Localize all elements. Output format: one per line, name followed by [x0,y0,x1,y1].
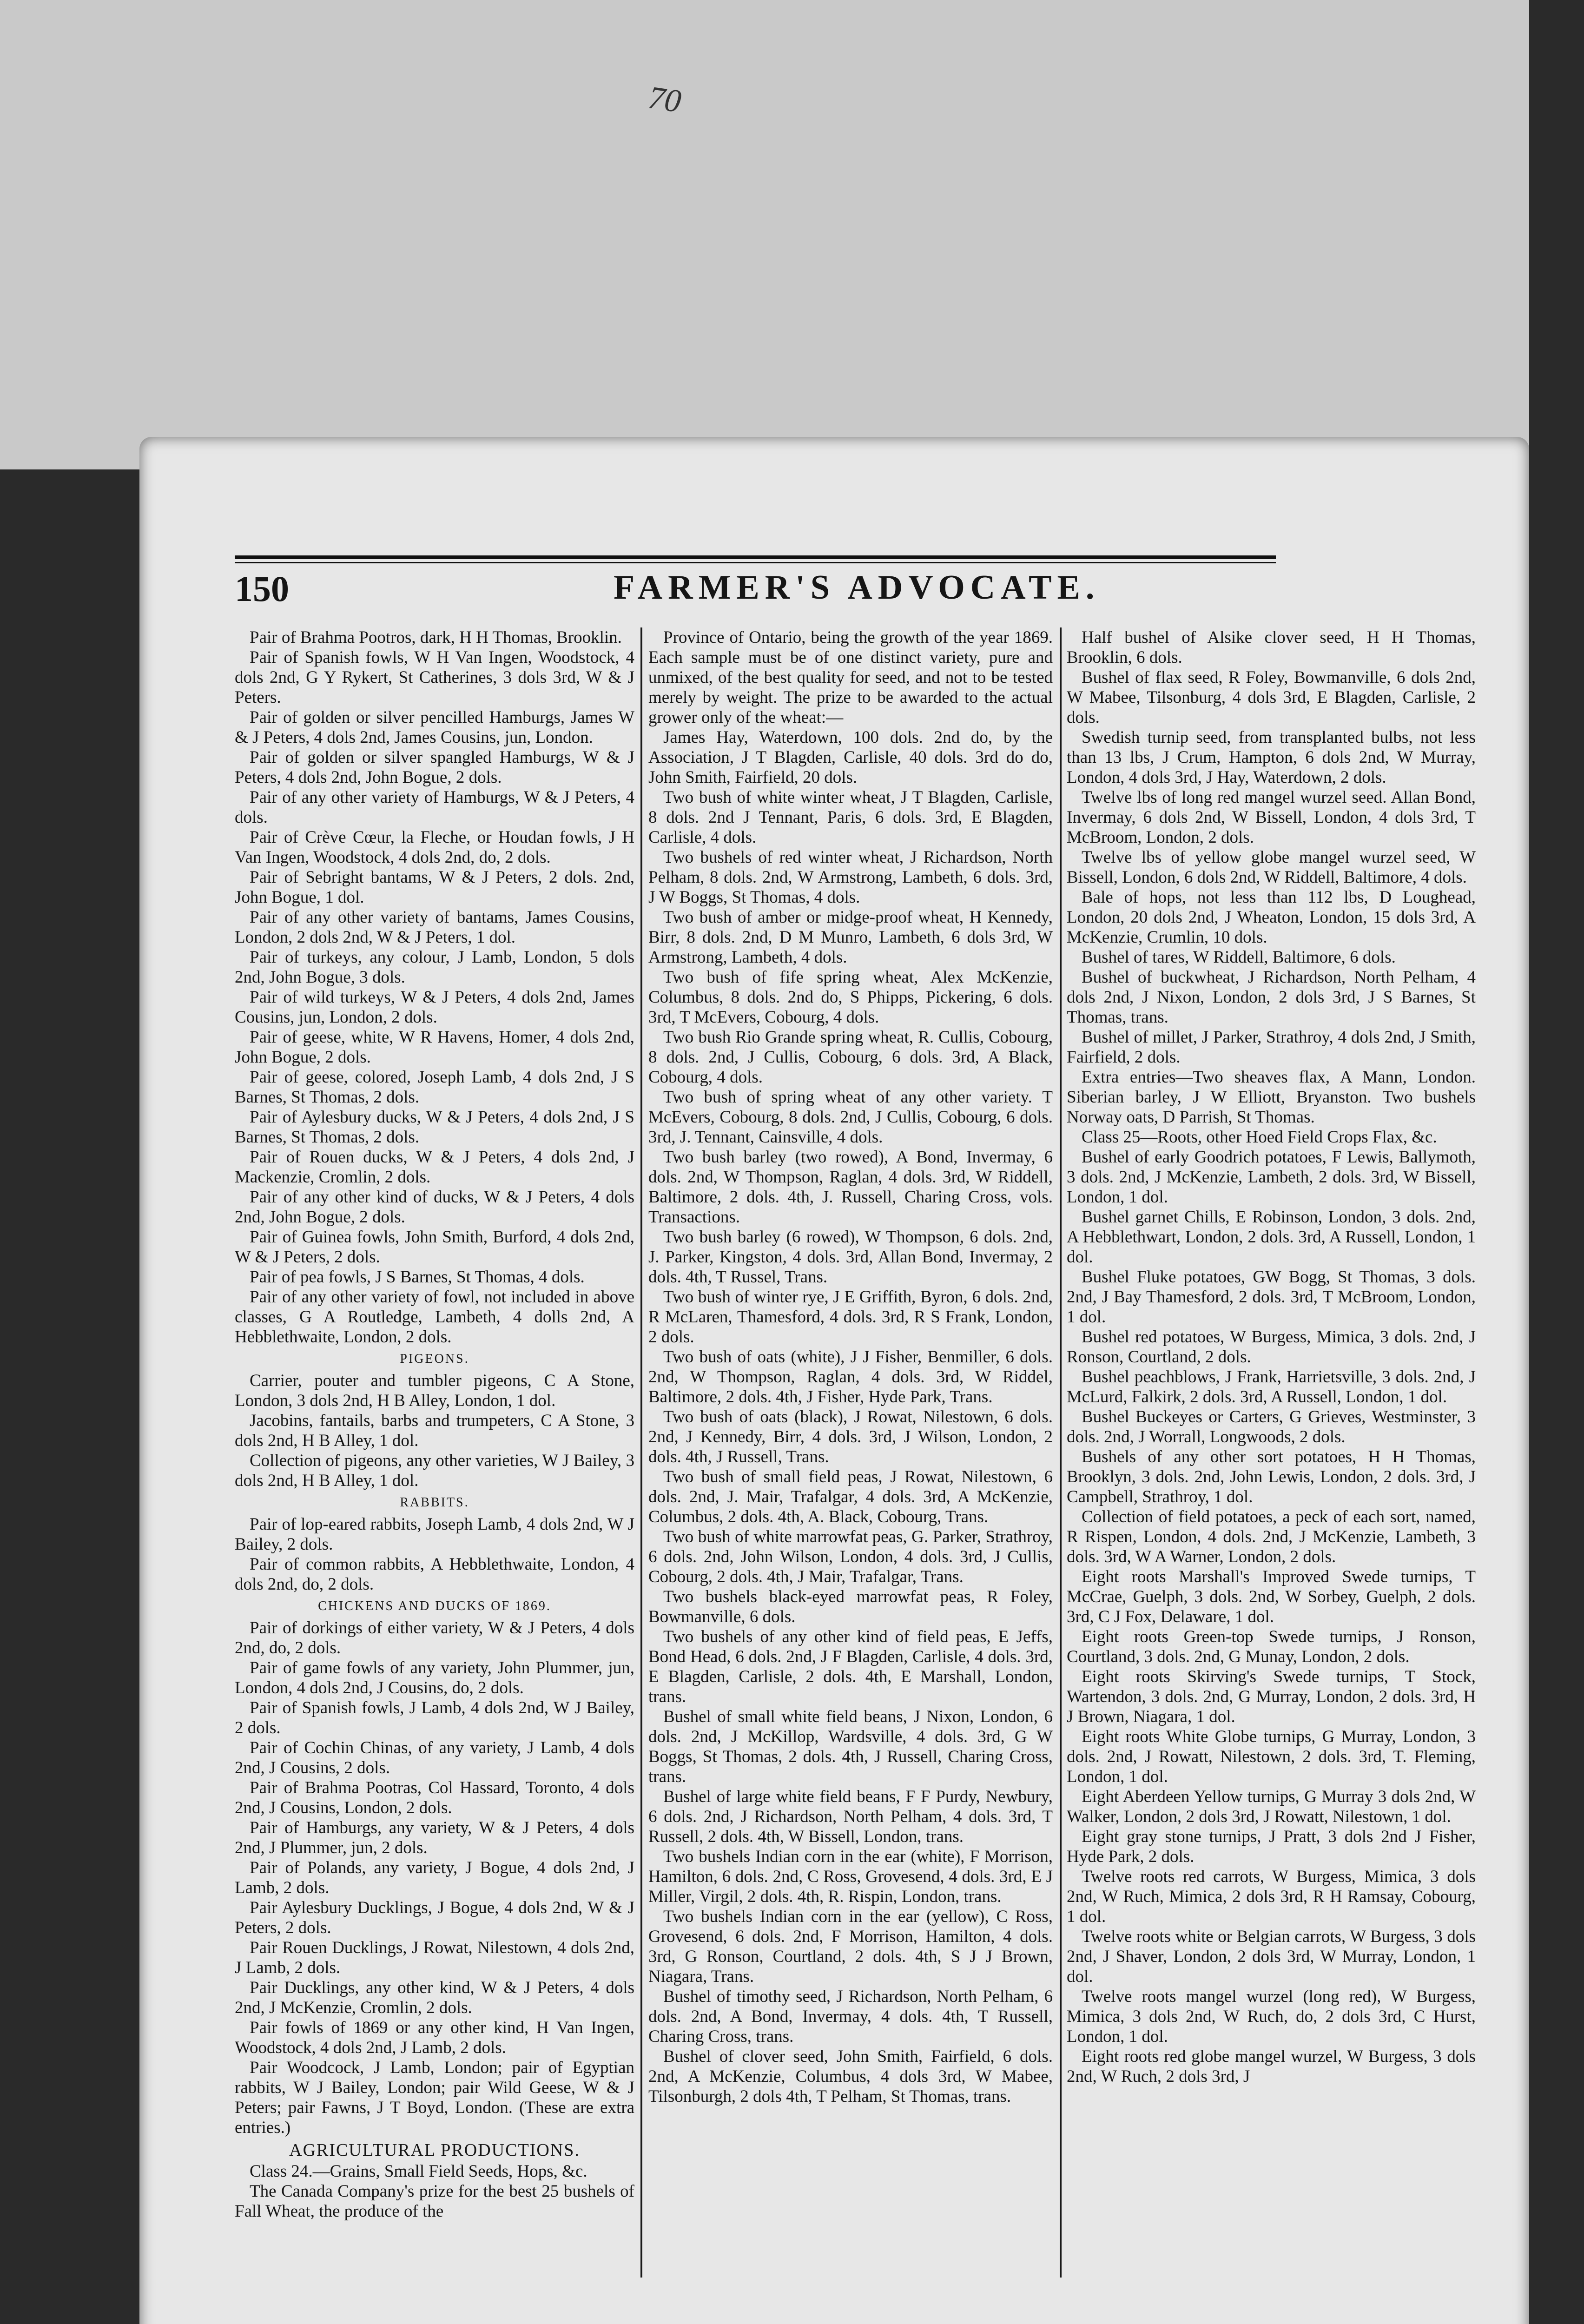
document-page [139,437,1529,2324]
text-column-3 [1067,627,1476,2324]
prize-entry: Twelve lbs of long red mangel wurzel seed. Allan Bond, Invermay, 6 dols 2nd, W Bissell, London, 4 dols 3rd, T McBroom, London, 2 dols. [1067,788,1476,847]
prize-entry: Two bush of oats (black), J Rowat, Nilestown, 6 dols. 2nd, J Kennedy, Birr, 4 dols. 3rd, J Wilson, London, 2 dols. 4th, J Russell, Trans. [648,1407,1053,1466]
prize-entry: Pair of Aylesbury ducks, W & J Peters, 4 dols 2nd, J S Barnes, St Thomas, 2 dols. [235,1108,634,1147]
prize-entry: Jacobins, fantails, barbs and trumpeters, C A Stone, 3 dols 2nd, H B Alley, 1 dol. [235,1411,634,1450]
section-heading: CHICKENS AND DUCKS OF 1869. [318,1599,551,1613]
prize-entry: Province of Ontario, being the growth of the year 1869. Each sample must be of one distinct variety, pure and unmixed, of the best quality for seed, and not to be tested merely by weight. The prize to be awarded to the actual grower only of the wheat:— [648,628,1053,727]
prize-entry: Bushel Buckeyes or Carters, G Grieves, Westminster, 3 dols. 2nd, J Worrall, Longwoods, 2 dols. [1067,1407,1476,1446]
prize-entry: Pair of Spanish fowls, W H Van Ingen, Woodstock, 4 dols 2nd, G Y Rykert, St Catherines, 3 dols 3rd, W & J Peters. [235,648,634,707]
prize-entry: Carrier, pouter and tumbler pigeons, C A Stone, London, 3 dols 2nd, H B Alley, London, 1 dol. [235,1371,634,1410]
prize-entry: Pair Rouen Ducklings, J Rowat, Nilestown, 4 dols 2nd, J Lamb, 2 dols. [235,1938,634,1977]
prize-entry: Pair Aylesbury Ducklings, J Bogue, 4 dols 2nd, W & J Peters, 2 dols. [235,1898,634,1937]
prize-entry: Twelve roots mangel wurzel (long red), W Burgess, Mimica, 3 dols 2nd, W Ruch, do, 2 dols 3rd, C Hurst, London, 1 dol. [1067,1987,1476,2046]
text-column-1 [235,627,634,2324]
prize-entry: Bushels of any other sort potatoes, H H Thomas, Brooklyn, 3 dols. 2nd, John Lewis, London, 2 dols. 3rd, J Campbell, Strathroy, 1 dol. [1067,1447,1476,1506]
prize-entry: Eight roots Skirving's Swede turnips, T Stock, Wartendon, 3 dols. 2nd, G Murray, London, 2 dols. 3rd, H J Brown, Niagara, 1 dol. [1067,1667,1476,1726]
prize-entry: Two bush of oats (white), J J Fisher, Benmiller, 6 dols. 2nd, W Thompson, Raglan, 4 dols. 3rd, W Riddel, Baltimore, 2 dols. 4th, J Fisher, Hyde Park, Trans. [648,1347,1053,1406]
prize-entry: Two bush barley (two rowed), A Bond, Invermay, 6 dols. 2nd, W Thompson, Raglan, 4 dols. 3rd, W Riddell, Baltimore, 2 dols. 4th, J. Russell, Charing Cross, vols. Transactions. [648,1148,1053,1227]
prize-entry: Eight roots Green-top Swede turnips, J Ronson, Courtland, 3 dols. 2nd, G Munay, London, 2 dols. [1067,1627,1476,1666]
prize-entry: Two bushels black-eyed marrowfat peas, R Foley, Bowmanville, 6 dols. [648,1587,1053,1626]
prize-entry: Pair of common rabbits, A Hebblethwaite, London, 4 dols 2nd, do, 2 dols. [235,1555,634,1594]
prize-entry: Bushel of timothy seed, J Richardson, North Pelham, 6 dols. 2nd, A Bond, Invermay, 4 dols. 4th, T Russell, Charing Cross, trans. [648,1987,1053,2046]
prize-entry: Class 24.—Grains, Small Field Seeds, Hops, &c. [250,2162,587,2181]
prize-entry: Pair of Spanish fowls, J Lamb, 4 dols 2nd, W J Bailey, 2 dols. [235,1698,634,1737]
prize-entry: Pair of Sebright bantams, W & J Peters, 2 dols. 2nd, John Bogue, 1 dol. [235,868,634,907]
prize-entry: Pair of lop-eared rabbits, Joseph Lamb, 4 dols 2nd, W J Bailey, 2 dols. [235,1515,634,1554]
prize-entry: Two bush of fife spring wheat, Alex McKenzie, Columbus, 8 dols. 2nd do, S Phipps, Pickering, 6 dols. 3rd, T McEvers, Cobourg, 4 dols. [648,968,1053,1027]
prize-entry: Pair of any other kind of ducks, W & J Peters, 4 dols 2nd, John Bogue, 2 dols. [235,1188,634,1227]
prize-entry: Bale of hops, not less than 112 lbs, D Loughead, London, 20 dols 2nd, J Wheaton, London, 15 dols 3rd, A McKenzie, Crumlin, 10 dols. [1067,888,1476,947]
prize-entry: Pair of game fowls of any variety, John Plummer, jun, London, 4 dols 2nd, J Cousins, do, 2 dols. [235,1658,634,1697]
prize-entry: Pair of any other variety of fowl, not included in above classes, G A Routledge, Lambeth, 4 dolls 2nd, A Hebblethwaite, London, 2 dols. [235,1287,634,1347]
prize-entry: Pair fowls of 1869 or any other kind, H Van Ingen, Woodstock, 4 dols 2nd, J Lamb, 2 dols. [235,2018,634,2057]
prize-entry: James Hay, Waterdown, 100 dols. 2nd do, by the Association, J T Blagden, Carlisle, 40 dols. 3rd do do, John Smith, Fairfield, 20 dols. [648,728,1053,787]
prize-entry: Pair of Polands, any variety, J Bogue, 4 dols 2nd, J Lamb, 2 dols. [235,1858,634,1897]
prize-entry: Pair of Guinea fowls, John Smith, Burford, 4 dols 2nd, W & J Peters, 2 dols. [235,1228,634,1267]
prize-entry: Eight roots Marshall's Improved Swede turnips, T McCrae, Guelph, 3 dols. 2nd, W Sorbey, Guelph, 2 dols. 3rd, C J Fox, Delaware, 1 dol. [1067,1567,1476,1626]
column-divider [1060,627,1062,2278]
prize-entry: Two bushels of any other kind of field peas, E Jeffs, Bond Head, 6 dols. 2nd, J F Blagden, Carlisle, 4 dols. 3rd, E Blagden, Carlisle, 2 dols. 4th, E Marshall, London, trans. [648,1627,1053,1706]
prize-entry: The Canada Company's prize for the best 25 bushels of Fall Wheat, the produce of the [235,2182,634,2221]
prize-entry: Two bush of small field peas, J Rowat, Nilestown, 6 dols. 2nd, J. Mair, Trafalgar, 4 dols. 3rd, A McKenzie, Columbus, 2 dols. 4th, A. Black, Cobourg, Trans. [648,1467,1053,1526]
prize-entry: Collection of field potatoes, a peck of each sort, named, R Rispen, London, 4 dols. 2nd, J McKenzie, Lambeth, 3 dols. 3rd, W A Warner, London, 2 dols. [1067,1507,1476,1566]
prize-entry: Twelve roots red carrots, W Burgess, Mimica, 3 dols 2nd, W Ruch, Mimica, 2 dols 3rd, R H Ramsay, Cobourg, 1 dol. [1067,1867,1476,1926]
prize-entry: Eight Aberdeen Yellow turnips, G Murray 3 dols 2nd, W Walker, London, 2 dols 3rd, J Rowatt, Nilestown, 1 dol. [1067,1787,1476,1826]
prize-entry: Two bushels Indian corn in the ear (yellow), C Ross, Grovesend, 6 dols. 2nd, F Morrison, Hamilton, 4 dols. 3rd, G Ronson, Courtland, 2 dols. 4th, S J J Brown, Niagara, Trans. [648,1907,1053,1986]
prize-entry: Pair of any other variety of Hamburgs, W & J Peters, 4 dols. [235,788,634,827]
prize-entry: Pair of Crève Cœur, la Fleche, or Houdan fowls, J H Van Ingen, Woodstock, 4 dols 2nd, do, 2 dols. [235,828,634,867]
prize-entry: Pair of golden or silver pencilled Hamburgs, James W & J Peters, 4 dols 2nd, James Cousins, jun, London. [235,708,634,747]
prize-entry: Bushel peachblows, J Frank, Harrietsville, 3 dols. 2nd, J McLurd, Falkirk, 2 dols. 3rd, A Russell, London, 1 dol. [1067,1367,1476,1406]
underlying-page [0,0,1529,469]
prize-entry: Extra entries—Two sheaves flax, A Mann, London. Siberian barley, J W Elliott, Bryanston. Two bushels Norway oats, D Parrish, St Thomas. [1067,1068,1476,1127]
prize-entry: Twelve lbs of yellow globe mangel wurzel seed, W Bissell, London, 6 dols 2nd, W Riddell, Baltimore, 4 dols. [1067,848,1476,887]
prize-entry: Pair of pea fowls, J S Barnes, St Thomas, 4 dols. [250,1268,585,1287]
prize-entry: Bushel of early Goodrich potatoes, F Lewis, Ballymoth, 3 dols. 2nd, J McKenzie, Lambeth, 2 dols. 3rd, W Bissell, London, 1 dol. [1067,1148,1476,1207]
prize-entry: Pair of wild turkeys, W & J Peters, 4 dols 2nd, James Cousins, jun, London, 2 dols. [235,988,634,1027]
prize-entry: Eight roots White Globe turnips, G Murray, London, 3 dols. 2nd, J Rowatt, Nilestown, 2 dols. 3rd, T. Fleming, London, 1 dol. [1067,1727,1476,1786]
prize-entry: Two bushels of red winter wheat, J Richardson, North Pelham, 8 dols. 2nd, W Armstrong, Lambeth, 6 dols. 3rd, J W Boggs, St Thomas, 4 dols. [648,848,1053,907]
prize-entry: Bushel red potatoes, W Burgess, Mimica, 3 dols. 2nd, J Ronson, Courtland, 2 dols. [1067,1327,1476,1367]
prize-entry: Two bush of white marrowfat peas, G. Parker, Strathroy, 6 dols. 2nd, John Wilson, London, 4 dols. 3rd, J Cullis, Cobourg, 2 dols. 4th, J Mair, Trafalgar, Trans. [648,1527,1053,1586]
prize-entry: Two bushels Indian corn in the ear (white), F Morrison, Hamilton, 6 dols. 2nd, C Ross, Grovesend, 4 dols. 3rd, E J Miller, Virgil, 2 dols. 4th, R. Rispin, London, trans. [648,1847,1053,1906]
prize-entry: Pair of Hamburgs, any variety, W & J Peters, 4 dols 2nd, J Plummer, jun, 2 dols. [235,1818,634,1857]
prize-entry: Two bush of amber or midge-proof wheat, H Kennedy, Birr, 8 dols. 2nd, D M Munro, Lambeth, 6 dols 3rd, W Armstrong, Lambeth, 4 dols. [648,908,1053,967]
prize-entry: Pair of golden or silver spangled Hamburgs, W & J Peters, 4 dols 2nd, John Bogue, 2 dols. [235,748,634,787]
prize-entry: Bushel of clover seed, John Smith, Fairfield, 6 dols. 2nd, A McKenzie, Columbus, 4 dols 3rd, W Mabee, Tilsonburgh, 2 dols 4th, T Pelham, St Thomas, trans. [648,2047,1053,2106]
handwritten-page-mark: 70 [646,79,684,120]
header-rule [235,555,1276,563]
prize-entry: Bushel of tares, W Riddell, Baltimore, 6 dols. [1082,948,1396,967]
section-heading: PIGEONS. [400,1352,469,1366]
prize-entry: Two bush barley (6 rowed), W Thompson, 6 dols. 2nd, J. Parker, Kingston, 4 dols. 3rd, Allan Bond, Invermay, 2 dols. 4th, T Russel, Trans. [648,1228,1053,1287]
section-heading: AGRICULTURAL PRODUCTIONS. [289,2140,580,2160]
prize-entry: Class 25—Roots, other Hoed Field Crops Flax, &c. [1082,1128,1437,1147]
prize-entry: Pair Ducklings, any other kind, W & J Peters, 4 dols 2nd, J McKenzie, Cromlin, 2 dols. [235,1978,634,2017]
prize-entry: Bushel of flax seed, R Foley, Bowmanville, 6 dols 2nd, W Mabee, Tilsonburg, 4 dols 3rd, E Blagden, Carlisle, 2 dols. [1067,668,1476,727]
prize-entry: Twelve roots white or Belgian carrots, W Burgess, 3 dols 2nd, J Shaver, London, 2 dols 3rd, W Murray, London, 1 dol. [1067,1927,1476,1986]
prize-entry: Pair Woodcock, J Lamb, London; pair of Egyptian rabbits, W J Bailey, London; pair Wild Geese, W & J Peters; pair Fawns, J T Boyd, London. (These are extra entries.) [235,2058,634,2137]
prize-entry: Two bush Rio Grande spring wheat, R. Cullis, Cobourg, 8 dols. 2nd, J Cullis, Cobourg, 6 dols. 3rd, A Black, Cobourg, 4 dols. [648,1028,1053,1087]
prize-entry: Collection of pigeons, any other varieties, W J Bailey, 3 dols 2nd, H B Alley, 1 dol. [235,1451,634,1490]
text-column-2 [648,627,1053,2324]
prize-entry: Two bush of spring wheat of any other variety. T McEvers, Cobourg, 8 dols. 2nd, J Cullis, Cobourg, 6 dols. 3rd, J. Tennant, Cainsville, 4 dols. [648,1088,1053,1147]
section-heading: RABBITS. [400,1495,469,1510]
column-divider [640,627,642,2278]
prize-entry: Two bush of white winter wheat, J T Blagden, Carlisle, 8 dols. 2nd J Tennant, Paris, 6 dols. 3rd, E Blagden, Carlisle, 4 dols. [648,788,1053,847]
prize-entry: Pair of turkeys, any colour, J Lamb, London, 5 dols 2nd, John Bogue, 3 dols. [235,948,634,987]
page-number: 150 [235,568,289,609]
prize-entry: Half bushel of Alsike clover seed, H H Thomas, Brooklin, 6 dols. [1067,628,1476,667]
prize-entry: Pair of Brahma Pootras, Col Hassard, Toronto, 4 dols 2nd, J Cousins, London, 2 dols. [235,1778,634,1817]
prize-entry: Pair of Brahma Pootros, dark, H H Thomas, Brooklin. [250,628,622,647]
prize-entry: Two bush of winter rye, J E Griffith, Byron, 6 dols. 2nd, R McLaren, Thamesford, 4 dols. 3rd, R S Frank, London, 2 dols. [648,1287,1053,1347]
prize-entry: Eight roots red globe mangel wurzel, W Burgess, 3 dols 2nd, W Ruch, 2 dols 3rd, J [1067,2047,1476,2086]
masthead-title: FARMER'S ADVOCATE. [614,568,1100,607]
prize-entry: Pair of geese, white, W R Havens, Homer, 4 dols 2nd, John Bogue, 2 dols. [235,1028,634,1067]
prize-entry: Pair of any other variety of bantams, James Cousins, London, 2 dols 2nd, W & J Peters, 1 dol. [235,908,634,947]
prize-entry: Pair of dorkings of either variety, W & J Peters, 4 dols 2nd, do, 2 dols. [235,1618,634,1657]
prize-entry: Pair of Cochin Chinas, of any variety, J Lamb, 4 dols 2nd, J Cousins, 2 dols. [235,1738,634,1777]
prize-entry: Bushel of buckwheat, J Richardson, North Pelham, 4 dols 2nd, J Nixon, London, 2 dols 3rd, J S Barnes, St Thomas, trans. [1067,968,1476,1027]
prize-entry: Bushel of millet, J Parker, Strathroy, 4 dols 2nd, J Smith, Fairfield, 2 dols. [1067,1028,1476,1067]
prize-entry: Bushel of small white field beans, J Nixon, London, 6 dols. 2nd, J McKillop, Wardsville, 4 dols. 3rd, G W Boggs, St Thomas, 2 dols. 4th, J Russell, Charing Cross, trans. [648,1707,1053,1786]
prize-entry: Pair of geese, colored, Joseph Lamb, 4 dols 2nd, J S Barnes, St Thomas, 2 dols. [235,1068,634,1107]
prize-entry: Bushel Fluke potatoes, GW Bogg, St Thomas, 3 dols. 2nd, J Bay Thamesford, 2 dols. 3rd, T McBroom, London, 1 dol. [1067,1268,1476,1327]
prize-entry: Bushel of large white field beans, F F Purdy, Newbury, 6 dols. 2nd, J Richardson, North Pelham, 4 dols. 3rd, T Russell, 2 dols. 4th, W Bissell, London, trans. [648,1787,1053,1846]
prize-entry: Swedish turnip seed, from transplanted bulbs, not less than 13 lbs, J Crum, Hampton, 6 dols 2nd, W Murray, London, 4 dols 3rd, J Hay, Waterdown, 2 dols. [1067,728,1476,787]
prize-entry: Bushel garnet Chills, E Robinson, London, 3 dols. 2nd, A Hebblethwart, London, 2 dols. 3rd, A Russell, London, 1 dol. [1067,1208,1476,1267]
prize-entry: Eight gray stone turnips, J Pratt, 3 dols 2nd J Fisher, Hyde Park, 2 dols. [1067,1827,1476,1866]
prize-entry: Pair of Rouen ducks, W & J Peters, 4 dols 2nd, J Mackenzie, Cromlin, 2 dols. [235,1148,634,1187]
